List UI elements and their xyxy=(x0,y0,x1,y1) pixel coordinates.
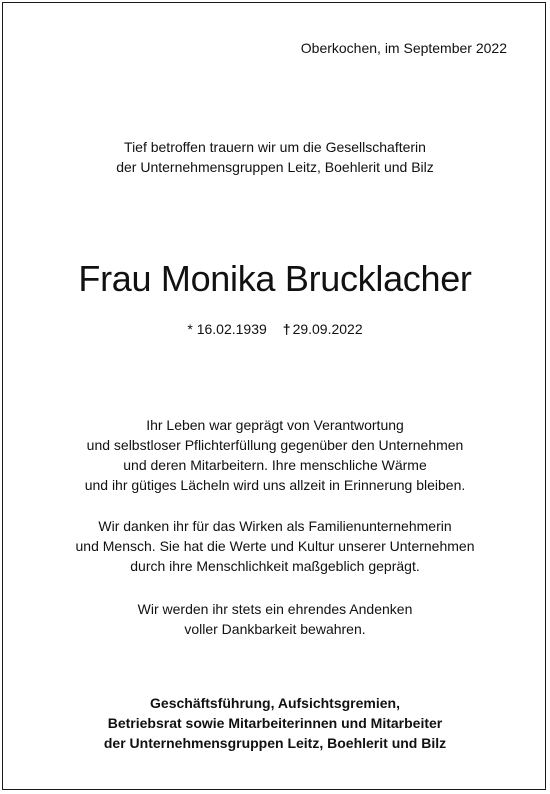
signature-line: Betriebsrat sowie Mitarbeiterinnen und Mitarbeiter xyxy=(107,715,443,731)
deceased-name: Frau Monika Brucklacher xyxy=(78,258,472,299)
intro-line: der Unternehmensgruppen Leitz, Boehlerit und Bilz xyxy=(116,159,434,175)
remembrance-line: Wir werden ihr stets ein ehrendes Andenken xyxy=(137,601,413,617)
remembrance-line: voller Dankbarkeit bewahren. xyxy=(184,621,366,637)
tribute-line: Ihr Leben war geprägt von Verantwortung xyxy=(146,417,404,433)
tribute-line: und selbstloser Pflichterfüllung gegenüber den Unternehmen xyxy=(86,437,464,453)
obituary-frame xyxy=(2,2,546,790)
intro-line: Tief betroffen trauern wir um die Gesellschafterin xyxy=(124,139,426,155)
remembrance-paragraph xyxy=(3,599,547,639)
tribute-line: und deren Mitarbeitern. Ihre menschliche Wärme xyxy=(123,457,427,473)
tribute-line: und ihr gütiges Lächeln wird uns allzeit in Erinnerung bleiben. xyxy=(84,477,466,493)
cross-icon: † xyxy=(282,321,291,337)
tribute-paragraph xyxy=(3,415,547,495)
intro-text xyxy=(3,137,547,177)
signature-line: der Unternehmensgruppen Leitz, Boehlerit und Bilz xyxy=(103,735,447,751)
dateline: Oberkochen, im September 2022 xyxy=(300,40,507,56)
signature-line: Geschäftsführung, Aufsichtsgremien, xyxy=(150,695,400,711)
thanks-line: Wir danken ihr für das Wirken als Familienunternehmerin xyxy=(98,518,452,534)
thanks-paragraph xyxy=(3,516,547,576)
birth-date: * 16.02.1939 xyxy=(187,321,267,337)
death-date: 29.09.2022 xyxy=(292,321,363,337)
thanks-line: und Mensch. Sie hat die Werte und Kultur unserer Unternehmen xyxy=(75,538,475,554)
thanks-line: durch ihre Menschlichkeit maßgeblich geprägt. xyxy=(130,558,420,574)
signature-block xyxy=(3,693,547,753)
life-dates xyxy=(3,319,547,339)
